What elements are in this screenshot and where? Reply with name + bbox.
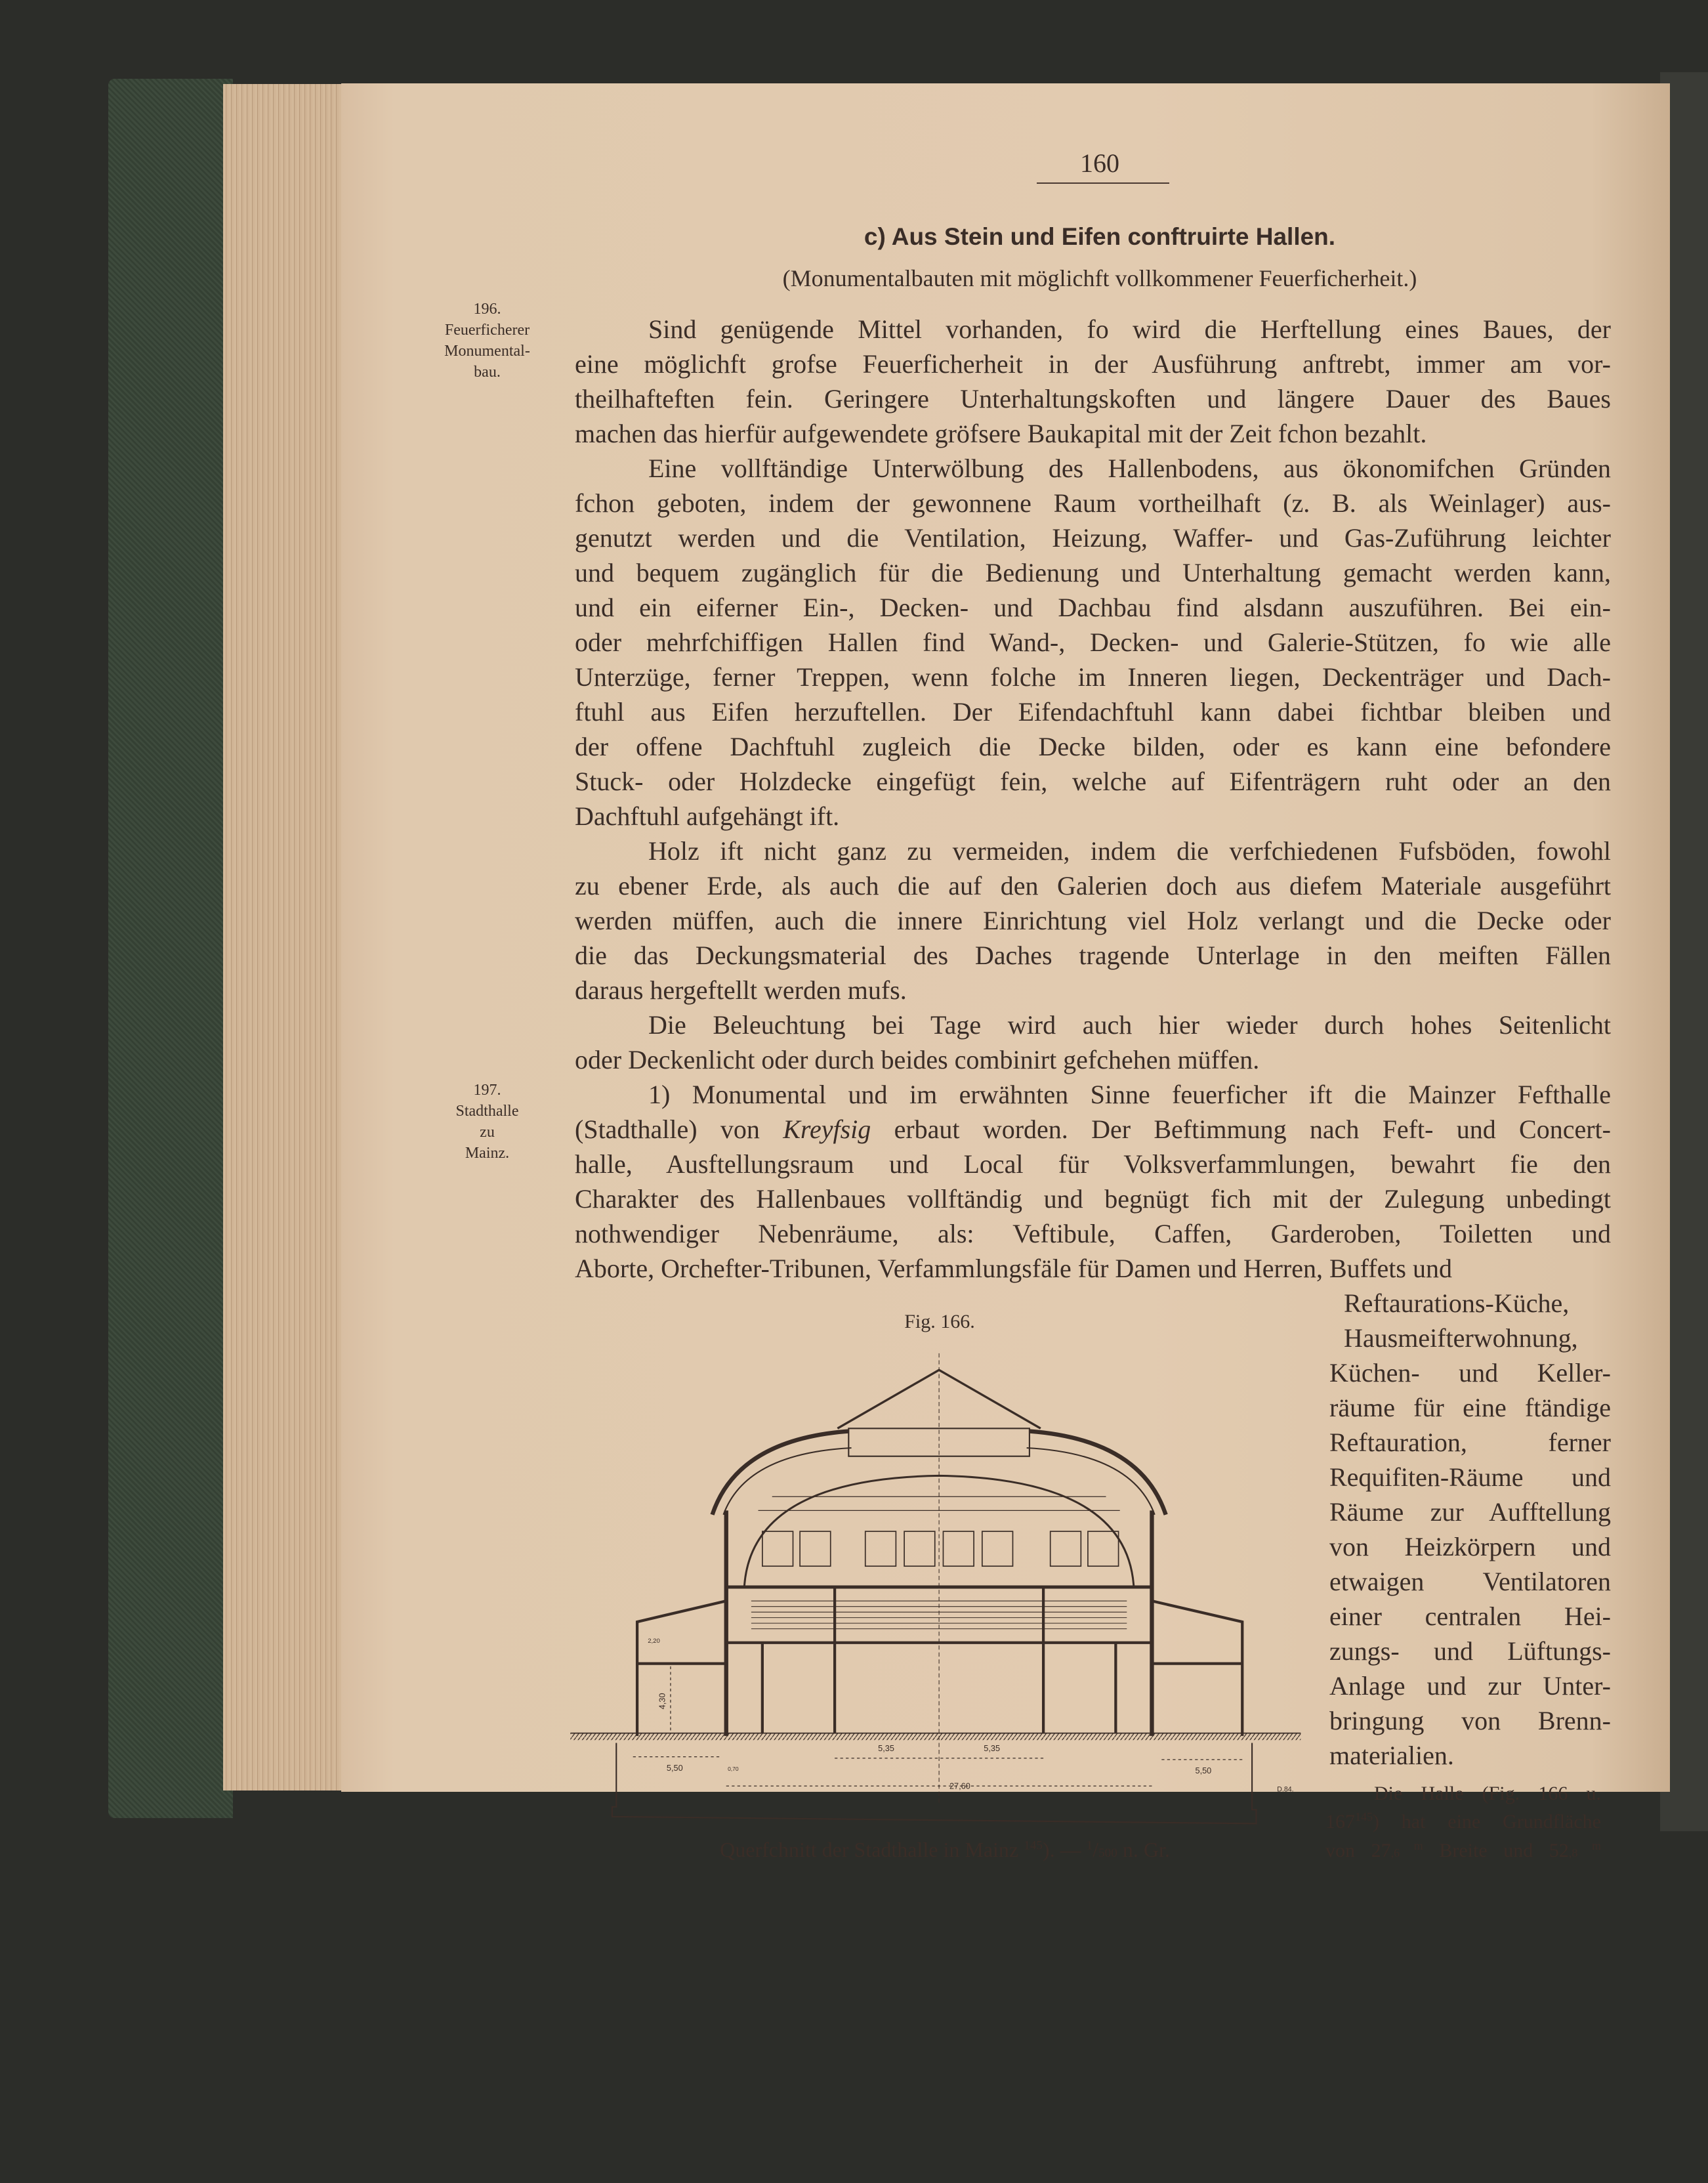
line-text: von 27 (1325, 1839, 1391, 1861)
line-text: nothwendiger Nebenräume, als: Veftibule, Caffen, Garderoben, Toiletten und (575, 1219, 1611, 1248)
book-cover-left (108, 79, 233, 1818)
text-line (575, 1044, 1611, 1075)
column-text-line (1329, 1740, 1611, 1771)
line-text: zungs- und Lüftungs- (1329, 1636, 1611, 1666)
text-line (575, 627, 1611, 658)
text-line (648, 836, 1611, 866)
line-text: Aborte, Orchefter-Tribunen, Verfammlungsfäle für Damen und Herren, Buffets und (575, 1254, 1452, 1283)
text-line (575, 801, 1611, 832)
text-line (575, 766, 1611, 797)
text-line (575, 1183, 1611, 1214)
line-text: erbaut worden. Der Beftimmung nach Feft- und Concert- (871, 1114, 1611, 1144)
column-text-line (1329, 1357, 1611, 1388)
line-text: halle, Ausftellungsraum und Local für Volksverfammlungen, bewahrt fie den (575, 1149, 1611, 1179)
line-text: Sind genügende Mittel vorhanden, fo wird die Herftellung eines Baues, der (648, 314, 1611, 344)
margin-note-line: Feuerficherer (444, 322, 530, 339)
text-line (575, 731, 1611, 762)
line-text: Breite und 52 (1423, 1839, 1569, 1861)
line-text: etwaigen Ventilatoren (1329, 1567, 1611, 1596)
column-text-line (1344, 1323, 1588, 1353)
line-text: Requifiten-Räume und (1329, 1462, 1611, 1492)
footnote-mark: ,8 (1568, 1846, 1578, 1859)
text-line (648, 1009, 1611, 1040)
text-line (575, 696, 1611, 727)
line-text: und ein eiferner Ein-, Decken- und Dachbau find alsdann auszuführen. Bei ein- (575, 593, 1611, 622)
text-line (575, 522, 1611, 553)
line-text: räume für eine ftändige (1329, 1393, 1611, 1422)
column-text-line (1329, 1636, 1611, 1666)
line-text: Dachftuhl aufgehängt ift. (575, 801, 840, 831)
cross-section-drawing (556, 1309, 1308, 1865)
small-text-line (1325, 1810, 1601, 1833)
text-line (575, 418, 1611, 449)
line-text: die das Deckungsmaterial des Daches tragende Unterlage in den meiften Fällen (575, 941, 1611, 970)
line-text: Unterzüge, ferner Treppen, wenn folche im Inneren liegen, Deckenträger und Dach- (575, 662, 1611, 692)
footnote-mark: 145 (1355, 1810, 1373, 1823)
line-text: Reftauration, ferner (1329, 1428, 1611, 1457)
column-text-line (1329, 1427, 1611, 1458)
column-text-line (1329, 1601, 1611, 1632)
column-text-line (1329, 1496, 1611, 1527)
line-text: Die Halle (Fig. 166 u. (1374, 1783, 1601, 1804)
line-text: und bequem zugänglich für die Bedienung und Unterhaltung gemacht werden kann, (575, 558, 1611, 587)
line-text: theilhafteften fein. Geringere Unterhaltungskoften und längere Dauer des Baues (575, 384, 1611, 413)
margin-note-line: Mainz. (465, 1145, 510, 1162)
text-line (648, 1079, 1611, 1110)
line-text: werden müffen, auch die innere Einrichtung viel Holz verlangt und die Decke oder (575, 906, 1611, 935)
dim-left-wing: 5,50 (666, 1762, 683, 1773)
line-text: eine möglichft grofse Feuerficherheit in der Ausführung anftrebt, immer am vor- (575, 349, 1611, 379)
text-line (575, 1114, 1611, 1145)
line-text: materialien. (1329, 1741, 1454, 1770)
section-subheading: (Monumentalbauten mit möglichft vollkommener Feuerficherheit.) (782, 265, 1417, 291)
dim-total: 27,60 (949, 1781, 970, 1791)
small-text-line (1325, 1839, 1601, 1862)
text-line (575, 870, 1611, 901)
line-text: n. Gr. (1117, 1838, 1170, 1861)
text-line (575, 349, 1611, 379)
line-text: von Heizkörpern und (1329, 1532, 1611, 1561)
line-text: bringung von Brenn- (1329, 1706, 1611, 1735)
margin-note-197 (433, 1080, 541, 1164)
line-text: Reftaurations-Küche, (1344, 1288, 1570, 1318)
dim-bay-right: 5,35 (984, 1743, 1001, 1754)
text-line (648, 314, 1611, 345)
line-text: Stuck- oder Holzdecke eingefügt fein, welche auf Eifenträgern ruht oder an den (575, 767, 1611, 796)
text-line (575, 592, 1611, 623)
line-text: oder mehrfchiffigen Hallen find Wand-, Decken- und Galerie-Stützen, fo wie alle (575, 627, 1611, 657)
section-heading: c) Aus Stein und Eifen conftruirte Hallen. (864, 223, 1336, 250)
small-text-line (1374, 1783, 1601, 1805)
text-line (575, 940, 1611, 971)
line-text: / (1093, 1838, 1099, 1861)
dim-wing-height: 2,20 (648, 1637, 660, 1645)
text-line (575, 488, 1611, 519)
dim-height: 4,30 (657, 1693, 667, 1710)
footnote-mark: 1 (1086, 1838, 1093, 1853)
text-line (575, 383, 1611, 414)
line-text: Räume zur Aufftellung (1329, 1497, 1611, 1527)
figure-label: Fig. 166. (904, 1311, 975, 1332)
line-text: machen das hierfür aufgewendete gröfsere Baukapital mit der Zeit fchon bezahlt. (575, 419, 1427, 448)
line-text: fchon geboten, indem der gewonnene Raum vortheilhaft (z. B. als Weinlager) aus- (575, 488, 1611, 518)
column-text-line (1329, 1670, 1611, 1701)
windows (762, 1531, 1119, 1566)
line-text: Hausmeifterwohnung, (1344, 1323, 1578, 1353)
line-text: zu ebener Erde, als auch die auf den Galerien doch aus diefem Materiale ausgeführt (575, 871, 1611, 901)
column-text-line (1329, 1531, 1611, 1562)
line-text: 1) Monumental und im erwähnten Sinne feuerficher ift die Mainzer Fefthalle (648, 1080, 1611, 1109)
line-text: 167 (1325, 1810, 1355, 1833)
figure-caption (630, 1838, 1260, 1862)
dim-bay-left: 5,35 (878, 1743, 894, 1754)
line-text: ftuhl aus Eifen herzuftellen. Der Eifendachftuhl kann dabei fichtbar bleiben und (575, 697, 1611, 727)
engraver-signature: D.84. (1277, 1785, 1294, 1794)
line-text: der offene Dachftuhl zugleich die Decke bilden, oder es kann eine befondere (575, 732, 1611, 761)
dim-wall: 0,70 (728, 1765, 739, 1772)
text-line (575, 557, 1611, 588)
text-line (575, 905, 1611, 936)
footnote-mark: 145 (1024, 1838, 1043, 1853)
text-line (575, 1253, 1611, 1284)
emphasized-name: Kreyfsig (783, 1114, 871, 1144)
line-text: Querfchnitt der Stadthalle in Mainz (720, 1838, 1024, 1861)
footnote-mark: 500 (1098, 1846, 1117, 1860)
line-text: daraus hergeftellt werden mufs. (575, 975, 907, 1005)
line-text: ) hat eine Grundfläche (1373, 1810, 1601, 1833)
column-text-line (1329, 1392, 1611, 1423)
line-text: ). — (1042, 1838, 1087, 1861)
margin-note-line: bau. (474, 364, 501, 381)
footnote-mark: m (1577, 1839, 1601, 1852)
margin-note-line: 197. (473, 1082, 501, 1099)
text-line (575, 1149, 1611, 1179)
ground (570, 1733, 1301, 1824)
line-text: oder Deckenlicht oder durch beides combinirt gefchehen müffen. (575, 1045, 1260, 1074)
text-line (648, 453, 1611, 484)
column-text-line (1329, 1705, 1611, 1736)
text-line (575, 1218, 1611, 1249)
column-text-line (1329, 1462, 1611, 1493)
margin-note-196 (433, 299, 541, 383)
line-text: Charakter des Hallenbaues vollftändig und begnügt fich mit der Zulegung unbedingt (575, 1184, 1611, 1214)
text-line (575, 975, 1611, 1006)
margin-note-line: Monumental- (444, 343, 530, 360)
page-edges (223, 84, 344, 1791)
line-text: Holz ift nicht ganz zu vermeiden, indem die verfchiedenen Fufsböden, fowohl (648, 836, 1611, 866)
line-text: (Stadthalle) von (575, 1114, 783, 1144)
column-text-line (1329, 1566, 1611, 1597)
line-text: einer centralen Hei- (1329, 1601, 1611, 1631)
text-line (575, 662, 1611, 692)
line-text: Eine vollftändige Unterwölbung des Hallenbodens, aus ökonomifchen Gründen (648, 454, 1611, 483)
page-number: 160 (1080, 148, 1119, 178)
line-text: genutzt werden und die Ventilation, Heizung, Waffer- und Gas-Zuführung leichter (575, 523, 1611, 553)
footnote-mark: m (1400, 1839, 1423, 1852)
margin-note-line: zu (480, 1124, 495, 1141)
footnote-mark: ,6 (1390, 1846, 1400, 1859)
line-text: Anlage und zur Unter- (1329, 1671, 1611, 1701)
column-text-line (1344, 1288, 1588, 1319)
line-text: Die Beleuchtung bei Tage wird auch hier wieder durch hohes Seitenlicht (648, 1010, 1611, 1040)
dim-right-wing: 5,50 (1195, 1766, 1212, 1776)
margin-note-line: Stadthalle (455, 1103, 519, 1120)
line-text: Küchen- und Keller- (1329, 1358, 1611, 1388)
header-rule (1037, 182, 1169, 184)
margin-note-line: 196. (473, 301, 501, 318)
